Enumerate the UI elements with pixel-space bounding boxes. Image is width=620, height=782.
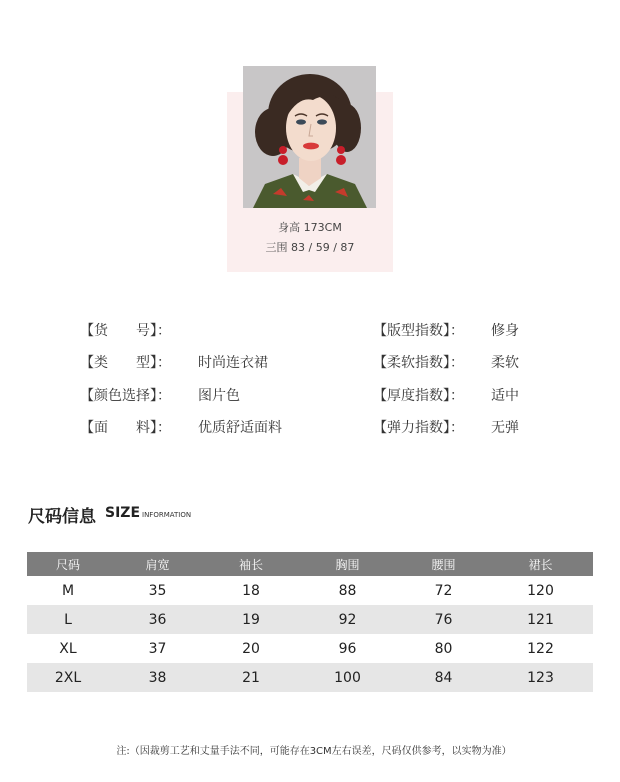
attr-value-color: 图片色 xyxy=(198,388,240,404)
size-section-subtitle: INFORMATION xyxy=(142,511,192,519)
table-cell: 76 xyxy=(434,611,453,628)
table-cell: 35 xyxy=(148,582,167,599)
table-cell: 2XL xyxy=(54,669,82,686)
table-cell: 122 xyxy=(527,640,554,657)
size-table xyxy=(27,552,593,692)
model-height: 身高 173CM xyxy=(278,221,342,234)
model-measurements: 三围 83 / 59 / 87 xyxy=(265,241,355,254)
table-cell: 20 xyxy=(242,640,260,657)
table-cell: 18 xyxy=(242,582,260,599)
size-section-title: 尺码信息 xyxy=(28,507,96,527)
table-cell: 84 xyxy=(434,669,453,686)
table-header-cell: 腰围 xyxy=(431,557,456,572)
table-header-cell: 肩宽 xyxy=(145,557,170,572)
attr-label-elasticity: 【弹力指数】： xyxy=(373,420,464,436)
attr-label-thickness: 【厚度指数】： xyxy=(373,388,464,404)
table-header-cell: 胸围 xyxy=(335,557,360,572)
table-cell: 123 xyxy=(527,669,554,686)
table-cell: 38 xyxy=(148,669,167,686)
table-header-row xyxy=(27,552,593,576)
table-header-cell: 裙长 xyxy=(528,557,553,572)
table-row xyxy=(27,663,593,692)
attr-value-elasticity: 无弹 xyxy=(491,420,519,436)
attr-value-type: 时尚连衣裙 xyxy=(198,355,268,371)
table-cell: M xyxy=(61,582,75,599)
table-header-cell: 尺码 xyxy=(55,557,80,572)
attr-label-fit: 【版型指数】： xyxy=(373,323,464,339)
attr-value-softness: 柔软 xyxy=(491,355,519,371)
table-cell: 88 xyxy=(338,582,357,599)
attr-label-color: 【颜色选择】： xyxy=(80,388,171,404)
table-cell: 121 xyxy=(527,611,554,628)
table-cell: 100 xyxy=(334,669,361,686)
attr-value-fit: 修身 xyxy=(491,323,519,339)
attr-value-thickness: 适中 xyxy=(491,388,519,404)
footnote: 注:（因裁剪工艺和丈量手法不同，可能存在3CM左右误差，尺码仅供参考，以实物为准） xyxy=(116,746,512,757)
attr-label-softness: 【柔软指数】： xyxy=(373,355,464,371)
table-cell: 19 xyxy=(242,611,260,628)
table-cell: 36 xyxy=(148,611,167,628)
attr-label-fabric: 【面 料】： xyxy=(80,420,171,436)
table-cell: 80 xyxy=(434,640,453,657)
table-row xyxy=(27,634,593,663)
table-cell: L xyxy=(64,611,72,628)
attr-label-item-no: 【货 号】： xyxy=(80,323,171,339)
table-row xyxy=(27,576,593,605)
table-cell: 92 xyxy=(338,611,357,628)
table-cell: 120 xyxy=(527,582,554,599)
model-photo xyxy=(243,66,376,208)
table-cell: 72 xyxy=(434,582,453,599)
table-cell: 21 xyxy=(242,669,260,686)
attr-label-type: 【类 型】： xyxy=(80,355,171,371)
size-section-title-en: SIZE xyxy=(105,505,141,521)
table-row xyxy=(27,605,593,634)
attr-value-fabric: 优质舒适面料 xyxy=(198,420,282,436)
table-cell: XL xyxy=(59,640,77,657)
table-header-cell: 袖长 xyxy=(238,557,263,572)
table-cell: 37 xyxy=(148,640,167,657)
table-cell: 96 xyxy=(338,640,357,657)
